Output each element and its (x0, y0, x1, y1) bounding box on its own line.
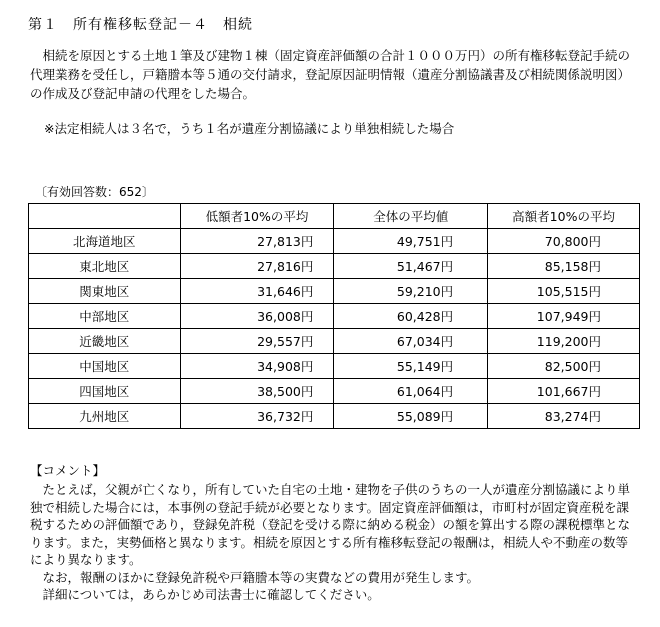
region-cell: 北海道地区 (29, 229, 181, 254)
comment-heading: 【コメント】 (30, 463, 106, 478)
comment-paragraph: たとえば，父親が亡くなり，所有していた自宅の土地・建物を子供のうちの一人が遺産分割協議により単独で相続した場合には，本事例の登記手続が必要となります。固定資産評価額は，市町村が固定資産税を課税するための評価額であり，登録免許税（登記を受ける際に納める税金）の額を算出する際の課税標準となります。また，実勢価格と異なります。相続を原因とする所有権移転登記の報酬は，相続人や不動産の数等により異なります。 (30, 482, 631, 567)
low-cell: 36,008円 (180, 304, 334, 329)
low-cell: 27,816円 (180, 254, 334, 279)
case-description (30, 46, 638, 103)
average-cell: 60,428円 (334, 304, 488, 329)
table-row (29, 354, 640, 379)
table-row (29, 404, 640, 429)
region-cell: 東北地区 (29, 254, 181, 279)
low-cell: 29,557円 (180, 329, 334, 354)
region-cell: 四国地区 (29, 379, 181, 404)
table-row (29, 379, 640, 404)
low-cell: 27,813円 (180, 229, 334, 254)
low-cell: 31,646円 (180, 279, 334, 304)
high-cell: 85,158円 (488, 254, 640, 279)
high-cell: 105,515円 (488, 279, 640, 304)
high-cell: 107,949円 (488, 304, 640, 329)
region-cell: 近畿地区 (29, 329, 181, 354)
heir-note: ※法定相続人は３名で，うち１名が遺産分割協議により単独相続した場合 (44, 121, 455, 136)
page-title: 第１ 所有権移転登記－４ 相続 (28, 17, 253, 33)
header-empty (29, 204, 181, 229)
table-row (29, 304, 640, 329)
region-cell: 中国地区 (29, 354, 181, 379)
low-cell: 38,500円 (180, 379, 334, 404)
header-high: 高額者10%の平均 (488, 204, 640, 229)
average-cell: 55,149円 (334, 354, 488, 379)
average-cell: 55,089円 (334, 404, 488, 429)
fee-table (28, 203, 640, 429)
average-cell: 59,210円 (334, 279, 488, 304)
table-row (29, 329, 640, 354)
high-cell: 70,800円 (488, 229, 640, 254)
table-row (29, 279, 640, 304)
low-cell: 34,908円 (180, 354, 334, 379)
region-cell: 関東地区 (29, 279, 181, 304)
comment-paragraph: なお，報酬のほかに登録免許税や戸籍謄本等の実費などの費用が発生します。 (42, 569, 480, 585)
high-cell: 82,500円 (488, 354, 640, 379)
high-cell: 119,200円 (488, 329, 640, 354)
table-row (29, 254, 640, 279)
low-cell: 36,732円 (180, 404, 334, 429)
region-cell: 中部地区 (29, 304, 181, 329)
table-header-row (29, 204, 640, 229)
comment-paragraph: 詳細については，あらかじめ司法書士に確認してください。 (42, 587, 380, 602)
average-cell: 51,467円 (334, 254, 488, 279)
average-cell: 67,034円 (334, 329, 488, 354)
comment-body (30, 481, 640, 604)
table-row (29, 229, 640, 254)
region-cell: 九州地区 (29, 404, 181, 429)
high-cell: 83,274円 (488, 404, 640, 429)
high-cell: 101,667円 (488, 379, 640, 404)
header-low: 低額者10%の平均 (180, 204, 334, 229)
average-cell: 61,064円 (334, 379, 488, 404)
average-cell: 49,751円 (334, 229, 488, 254)
response-count: 〔有効回答数：652〕 (35, 185, 154, 199)
case-description-text: 相続を原因とする土地１筆及び建物１棟（固定資産評価額の合計１０００万円）の所有権移転登記手続の代理業務を受任し，戸籍謄本等５通の交付請求，登記原因証明情報（遺産分割協議書及び相続関係説明図）の作成及び登記申請の代理をした場合。 (30, 48, 631, 101)
header-average: 全体の平均値 (334, 204, 488, 229)
